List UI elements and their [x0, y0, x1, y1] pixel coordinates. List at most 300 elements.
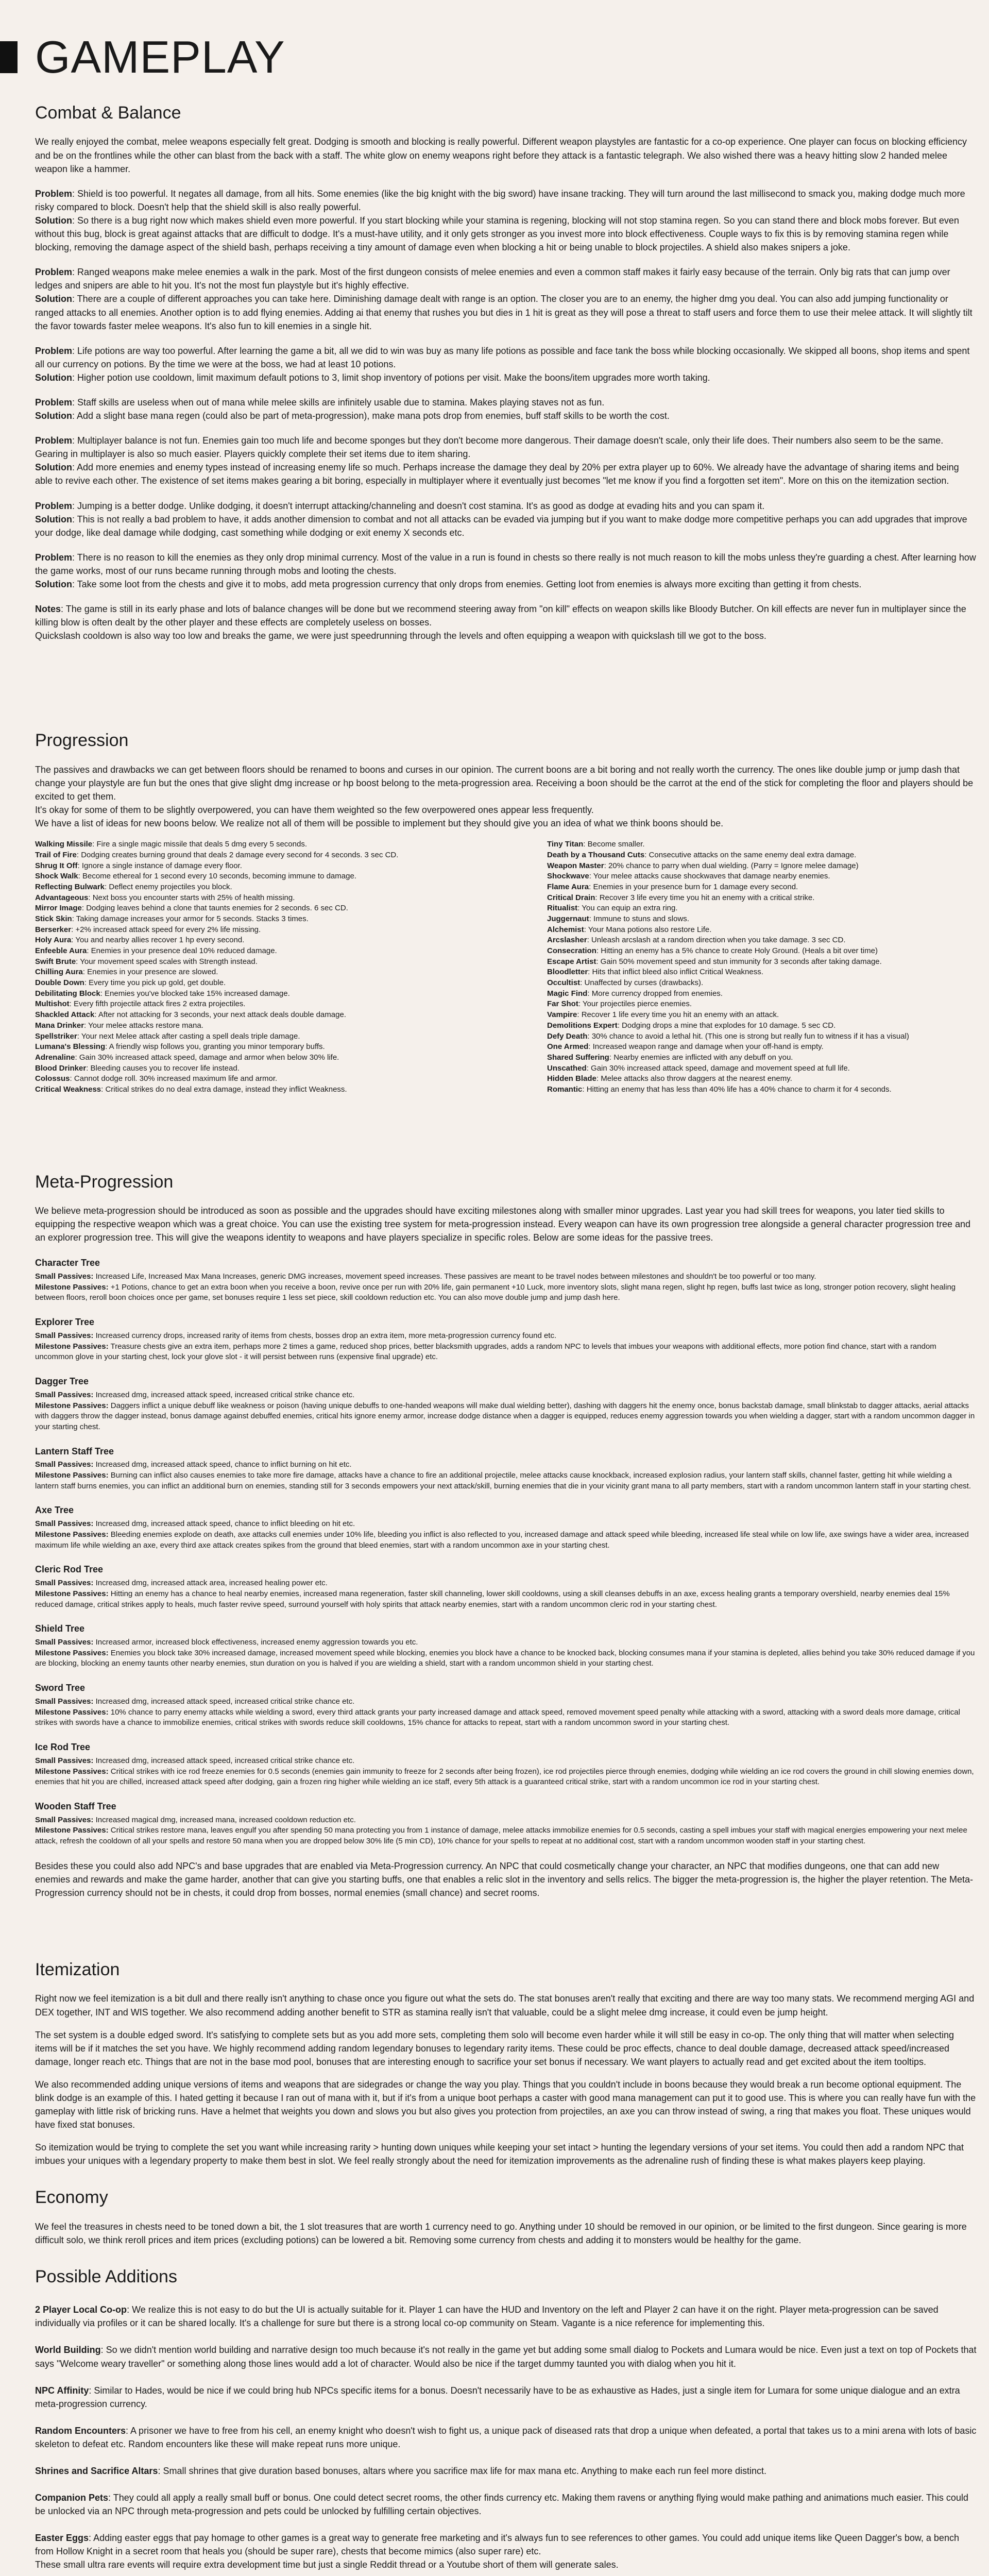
solution-text: There are a couple of different approaches you can take here. Diminishing damage dealt with range is an option. The closer you are to an enemy, the higher dmg you deal. You can also add jumping functionality or ranged attacks to all enemies. Another option is to add flying enemies. Adding ai that enemy that rushes you but dies in 1 hit is great as they will pose a threat to staff users and force them to use their melee attack. It will slightly tilt the favor towards faster melee weapons. It's also fun to kill enemies in a single hit. — [35, 294, 973, 331]
boon-name: Shared Suffering — [547, 1053, 609, 1062]
boon-name: Debilitating Block — [35, 989, 100, 998]
boon-item: Enfeeble Aura: Enemies in your presence deal 10% reduced damage. — [35, 946, 277, 956]
problem-block — [35, 187, 977, 254]
boon-description: Your Mana potions also restore Life. — [588, 925, 712, 934]
notes-text: The game is still in its early phase and lots of balance changes will be done but we recommend steering away from "on kill" effects on weapon skills like Bloody Butcher. On kill effects are never fun in multiplayer since the killing blow is often dealt by the other player and these effects are completely useless on bosses. — [35, 604, 966, 628]
boon-item: Death by a Thousand Cuts: Consecutive attacks on the same enemy deal extra damage. — [547, 850, 857, 859]
solution-label: Solution — [35, 294, 72, 304]
passive-tree — [35, 1800, 977, 1847]
boon-description: More currency dropped from enemies. — [591, 989, 723, 998]
problem-label: Problem — [35, 267, 73, 278]
milestone-passives-label: Milestone Passives: — [35, 1767, 109, 1776]
boon-item: Weapon Master: 20% chance to parry when dual wielding. (Parry = Ignore melee damage) — [547, 861, 859, 870]
milestone-passives-label: Milestone Passives: — [35, 1401, 109, 1410]
solution-text: Take some loot from the chests and give it to mobs, add meta progression currency that only drops from enemies. Getting loot from enemies is always more exciting than getting it from chests. — [77, 579, 862, 590]
boon-item: Hidden Blade: Melee attacks also throw daggers at the nearest enemy. — [547, 1074, 792, 1083]
solution-label: Solution — [35, 372, 72, 383]
boon-ideas-list — [35, 839, 977, 1095]
meta-outro: Besides these you could also add NPC's and base upgrades that are enabled via Meta-Progression currency. An NPC that could cosmetically change your character, an NPC that modifies dungeons, one that can add new enemies and rewards and make the game harder, another that can give you starting buffs, one that enables a relic slot in the inventory and sells relics. The bigger the meta-progression is, the higher the player retention. The Meta-Progression currency should not be in chests, it could drop from bosses, normal enemies (small chance) and secret rooms. — [35, 1860, 974, 1899]
boon-name: One Armed — [547, 1042, 589, 1052]
small-passives-text: Increased dmg, increased attack speed, increased critical strike chance etc. — [95, 1756, 355, 1765]
problem-line: Problem: Staff skills are useless when out of mana while melee skills are infinitely usable due to stamina. Makes playing staves not as fun. — [35, 397, 605, 408]
solution-text: This is not really a bad problem to have, it adds another dimension to combat and not all attacks can be evaded via jumping but if you want to make dodge more competitive perhaps you can add upgrades that improve your dodge, like deal damage while dodging, cast something while dodging or exit enemy X seconds etc. — [35, 514, 967, 538]
boon-item: Double Down: Every time you pick up gold, get double. — [35, 978, 226, 988]
milestone-passives-label: Milestone Passives: — [35, 1707, 109, 1717]
milestone-passives-line — [35, 1342, 977, 1363]
boon-description: Become smaller. — [587, 840, 645, 849]
boon-name: Juggernaut — [547, 914, 589, 923]
milestone-passives-line — [35, 1589, 977, 1610]
addition-text: So we didn't mention world building and narrative design too much because it's not really in the game yet but adding some small dialog to Pockets and Lumara would be nice. Even just a text on top of Pockets that says "Welcome weary traveller" or something along those lines would add a lot of character. Would also be nice if the target dummy taunted you with dialog when you hit it. — [35, 2345, 977, 2369]
addition-text: They could all apply a really small buff or bonus. One could detect secret rooms, the other finds currency etc. Making them ravens or anything flying would make pathing and animations much easier. This could be unlocked via an NPC through meta-progression and pets could be unlocked by fulfilling certain objectives. — [35, 2493, 968, 2517]
progression-intro-2: It's okay for some of them to be slightly overpowered, you can have them weighted so the few overpowered ones appear less frequently. — [35, 804, 594, 815]
solution-text: Add a slight base mana regen (could also be part of meta-progression), make mana pots drop from enemies, buff staff skills to be worth the cost. — [77, 411, 670, 421]
boon-description: Immune to stuns and slows. — [593, 914, 689, 923]
problem-block — [35, 396, 977, 422]
milestone-passives-label: Milestone Passives: — [35, 1826, 109, 1835]
boon-description: Enemies in your presence are slowed. — [87, 968, 218, 977]
solution-text: So there is a bug right now which makes shield even more powerful. If you start blocking while your stamina is regening, blocking will not stop stamina regen. So you can stand there and block mobs forever. But even without this bug, block is great against attacks that are difficult to dodge. It's a must-have utility, and it only gets stronger as you invest more into block effectiveness. Couple ways to fix this is by removing stamina regen while blocking, removing the damage aspect of the shield bash, perhaps receiving a tiny amount of damage even when blocking a hit or being unable to block projectiles. A shield also makes snipers a joke. — [35, 215, 959, 253]
boon-name: Tiny Titan — [547, 840, 584, 849]
small-passives-text: Increased dmg, increased attack speed, increased critical strike chance etc. — [95, 1390, 355, 1399]
small-passives-line — [35, 1815, 977, 1826]
boon-item: Mana Drinker: Your melee attacks restore mana. — [35, 1021, 203, 1030]
small-passives-label: Small Passives: — [35, 1460, 94, 1469]
small-passives-label: Small Passives: — [35, 1272, 94, 1281]
tree-name: Explorer Tree — [35, 1317, 95, 1328]
addition-item — [35, 2303, 977, 2330]
solution-line: Solution: This is not really a bad problem to have, it adds another dimension to combat and not all attacks can be evaded via jumping but if you want to make dodge more competitive perhaps you can add upgrades that improve your dodge, like deal damage while dodging, cast something while dodging or exit enemy X seconds etc. — [35, 514, 967, 538]
addition-line: World Building: So we didn't mention world building and narrative design too much because it's not really in the game yet but adding some small dialog to Pockets and Lumara would be nice. Even just a text on top of Pockets that says "Welcome weary traveller" or something along those lines would add a lot of character. Would also be nice if the target dummy taunted you with dialog when you hit it. — [35, 2345, 977, 2369]
small-passives-label: Small Passives: — [35, 1697, 94, 1706]
problem-text: Jumping is a better dodge. Unlike dodging, it doesn't interrupt attacking/channeling and doesn't cost stamina. It's as good as dodge at evading hits and you can spam it. — [77, 500, 765, 511]
milestone-passives-text: +1 Potions, chance to get an extra boon when you receive a boon, revive once per run with 20% life, gain permanent +10 Luck, more inventory slots, slight mana regen, slight hp regen, buffs last twice as long, stronger potion recovery, slight healing between floors, reroll boon choices once per game, set bonuses require 1 less set piece, skill cooldown reduction etc. You can also move double jump and jump dash here. — [35, 1282, 956, 1302]
milestone-passives-line — [35, 1707, 977, 1728]
boon-name: Double Down — [35, 978, 84, 988]
problem-text: Multiplayer balance is not fun. Enemies gain too much life and become sponges but they don't become more dangerous. Their damage doesn't scale, only their life does. Their numbers also seem to be the same. Gearing in multiplayer is also so much easier. Players quickly complete their set items due to item sharing. — [35, 435, 944, 460]
boon-description: Enemies you've blocked take 15% increased damage. — [105, 989, 290, 998]
boon-name: Mirror Image — [35, 904, 82, 913]
boon-name: Flame Aura — [547, 882, 589, 891]
boon-description: Hitting an enemy has a 5% chance to create Holy Ground. (Heals a bit over time) — [601, 946, 878, 956]
boon-item: Shared Suffering: Nearby enemies are inflicted with any debuff on you. — [547, 1053, 793, 1062]
tree-name: Shield Tree — [35, 1623, 85, 1634]
boon-name: Mana Drinker — [35, 1021, 84, 1030]
boon-description: Melee attacks also throw daggers at the nearest enemy. — [601, 1074, 792, 1083]
milestone-passives-text: Bleeding enemies explode on death, axe attacks cull enemies under 10% life, bleeding you inflict is also reflected to you, increased damage and attack speed while bleeding, increased life steal while on low life, axe swings have a wider area, increased maximum life while wielding an axe, every third axe attack creates spikes from the ground that bleed enemies, start with a random uncommon axe in your starting chest. — [35, 1530, 969, 1550]
passive-tree — [35, 1741, 977, 1788]
addition-item — [35, 2464, 977, 2478]
boon-name: Bloodletter — [547, 968, 588, 977]
addition-label: Easter Eggs — [35, 2533, 89, 2544]
solution-label: Solution — [35, 462, 72, 473]
milestone-passives-text: Treasure chests give an extra item, perhaps more 2 times a game, reduced shop prices, better blacksmith upgrades, adds a random NPC to levels that imbues your weapons with additional effects, more potion find chance, start with a random uncommon glove in your starting chest, lock your glove slot - it will persist between runs (expensive final upgrade) etc. — [35, 1342, 936, 1362]
addition-text: Adding easter eggs that pay homage to other games is a great way to generate free marketing and it's always fun to see references to other games. You could add unique items like Queen Dagger's bow, a bench from Hollow Knight in a secret room that heals you (should be super rare), chests that become mimics (also super rare) etc. — [35, 2533, 959, 2557]
solution-label: Solution — [35, 411, 72, 421]
boon-name: Spellstriker — [35, 1031, 77, 1041]
boon-item: Juggernaut: Immune to stuns and slows. — [547, 914, 689, 923]
boon-name: Far Shot — [547, 999, 578, 1009]
small-passives-line — [35, 1519, 977, 1530]
boon-item: Colossus: Cannot dodge roll. 30% increased maximum life and armor. — [35, 1074, 278, 1083]
addition-item — [35, 2531, 977, 2571]
boon-name: Escape Artist — [547, 957, 596, 966]
problem-label: Problem — [35, 435, 73, 446]
boon-item: Adrenaline: Gain 30% increased attack speed, damage and armor when below 30% life. — [35, 1053, 339, 1062]
passive-tree-list — [35, 1257, 977, 1847]
boon-item: Defy Death: 30% chance to avoid a lethal hit. (This one is strong but really fun to witness if it has a visual) — [547, 1031, 909, 1041]
boon-item: Debilitating Block: Enemies you've blocked take 15% increased damage. — [35, 989, 290, 998]
boon-description: You can equip an extra ring. — [582, 904, 678, 913]
addition-line: Random Encounters: A prisoner we have to free from his cell, an enemy knight who doesn't wish to fight us, a unique pack of diseased rats that drop a unique when defeated, a portal that takes us to a mini arena with lots of basic skeleton to defeat etc. Random encounters like these will make repeat runs more unique. — [35, 2425, 977, 2449]
problem-label: Problem — [35, 188, 73, 199]
problem-line: Problem: Multiplayer balance is not fun. Enemies gain too much life and become sponges but they don't become more dangerous. Their damage doesn't scale, only their life does. Their numbers also seem to be the same. Gearing in multiplayer is also so much easier. Players quickly complete their set items due to item sharing. — [35, 435, 944, 460]
boon-description: Unaffected by curses (drawbacks). — [584, 978, 704, 988]
boon-name: Arcslasher — [547, 936, 587, 945]
addition-line: 2 Player Local Co-op: We realize this is not easy to do but the UI is actually suitable for it. Player 1 can have the HUD and Inventory on the left and Player 2 can have it on the right. Player meta-progression can be saved individually via profiles or it can be shared locally. It's a challenge for sure but there is a strong local co-op community on Steam. Vagante is a nice reference for implementing this. — [35, 2304, 939, 2329]
boon-description: 30% chance to avoid a lethal hit. (This one is strong but really fun to witness if it has a visual) — [591, 1031, 909, 1041]
itemization-paragraph-3: We also recommended adding unique versions of items and weapons that are sidegrades or change the way you play. Things that you couldn't include in boons because they would break a run become optional equipment. The blink dodge is an example of this. I hated getting it because I ran out of mana with it, but if it's from a unique boot perhaps a caster with good mana management can put it to good use. This is where you can really have fun with the gameplay with little risk of bricking runs. Have a helmet that weights you down and slows you but also gives you protection from projectiles, an axe you can throw instead of swing, a ring that makes you float. These uniques would have fixed stat bonuses. — [35, 2079, 976, 2130]
boon-item: Consecration: Hitting an enemy has a 5% chance to create Holy Ground. (Heals a bit over time) — [547, 946, 878, 956]
boon-name: Demolitions Expert — [547, 1021, 618, 1030]
addition-text: We realize this is not easy to do but the UI is actually suitable for it. Player 1 can have the HUD and Inventory on the left and Player 2 can have it on the right. Player meta-progression can be saved individually via profiles or it can be shared locally. It's a challenge for sure but there is a strong local co-op community on Steam. Vagante is a nice reference for implementing this. — [35, 2304, 939, 2329]
meta-progression-section — [35, 1170, 977, 1900]
problem-block — [35, 499, 977, 539]
addition-item — [35, 2384, 977, 2411]
milestone-passives-text: Critical strikes restore mana, leaves engulf you after spending 50 mana protecting you from 1 instance of damage, melee attacks immobilize enemies for 0.5 seconds, casting a spell imbues your staff with magical energies empowering your next melee attack, refresh the cooldown of all your spells and restore 50 mana when you are dropped below 30% life (5 min CD), 10% chance for your spells to repeat at no additional cost, start with a random uncommon wooden staff in your starting chest. — [35, 1826, 967, 1846]
addition-label: World Building — [35, 2345, 101, 2355]
addition-line: Easter Eggs: Adding easter eggs that pay homage to other games is a great way to generate free marketing and it's always fun to see references to other games. You could add unique items like Queen Dagger's bow, a bench from Hollow Knight in a secret room that heals you (should be super rare), chests that become mimics (also super rare) etc. — [35, 2533, 959, 2557]
addition-line: NPC Affinity: Similar to Hades, would be nice if we could bring hub NPCs specific items for a bonus. Doesn't necessarily have to be as exhaustive as Hades, just a single item for Lumara for some unique dialogue and an extra meta-progression currency. — [35, 2385, 960, 2409]
milestone-passives-line — [35, 1282, 977, 1303]
problem-label: Problem — [35, 345, 73, 356]
small-passives-text: Increased magical dmg, increased mana, increased cooldown reduction etc. — [95, 1815, 356, 1824]
solution-line: Solution: There are a couple of different approaches you can take here. Diminishing damage dealt with range is an option. The closer you are to an enemy, the higher dmg you deal. You can also add jumping functionality or ranged attacks to all enemies. Another option is to add flying enemies. Adding ai that enemy that rushes you but dies in 1 hit is great as they will pose a threat to staff users and force them to use their melee attack. It will slightly tilt the favor towards faster melee weapons. It's also fun to kill enemies in a single hit. — [35, 294, 973, 331]
problem-text: Staff skills are useless when out of mana while melee skills are infinitely usable due to stamina. Makes playing staves not as fun. — [77, 397, 605, 408]
title-accent-bar — [0, 41, 18, 73]
boon-name: Unscathed — [547, 1063, 587, 1073]
boon-description: You and nearby allies recover 1 hp every second. — [75, 936, 245, 945]
small-passives-line — [35, 1697, 977, 1707]
boon-name: Shrug It Off — [35, 861, 78, 870]
problem-block — [35, 434, 977, 487]
milestone-passives-line — [35, 1648, 977, 1669]
addition-text: A prisoner we have to free from his cell, an enemy knight who doesn't wish to fight us, a unique pack of diseased rats that drop a unique when defeated, a portal that takes us to a mini arena with lots of basic skeleton to defeat etc. Random encounters like these will make repeat runs more unique. — [35, 2425, 977, 2449]
boon-item: Magic Find: More currency dropped from enemies. — [547, 989, 723, 998]
boon-description: Gain 30% increased attack speed, damage and movement speed at full life. — [591, 1063, 850, 1073]
tree-name: Dagger Tree — [35, 1376, 89, 1387]
milestone-passives-line — [35, 1767, 977, 1788]
progression-heading: Progression — [35, 731, 129, 751]
problem-line: Problem: Life potions are way too powerful. After learning the game a bit, all we did to win was buy as many life potions as possible and face tank the boss while blocking occasionally. We skipped all boons, shop items and spent all our currency on potions. By the time we were at the boss, we had at least 10 potions. — [35, 345, 970, 369]
solution-label: Solution — [35, 514, 72, 524]
boon-description: Hits that inflict bleed also inflict Critical Weakness. — [592, 968, 763, 977]
milestone-passives-line — [35, 1825, 977, 1846]
boon-description: Your projectiles pierce enemies. — [582, 999, 692, 1009]
boon-description: Deflect enemy projectiles you block. — [109, 882, 232, 891]
small-passives-line — [35, 1390, 977, 1401]
meta-heading: Meta-Progression — [35, 1172, 174, 1192]
itemization-paragraph-4: So itemization would be trying to complete the set you want while increasing rarity > hunting down uniques while keeping your set intact > hunting the legendary versions of your set items. You could then add a random NPC that imbues your uniques with a legendary property to make them best in slot. We feel really strongly about the need for itemization improvements as the adrenaline rush of finding these is what makes players keep playing. — [35, 2142, 964, 2166]
problem-line: Problem: Jumping is a better dodge. Unlike dodging, it doesn't interrupt attacking/channeling and doesn't cost stamina. It's as good as dodge at evading hits and you can spam it. — [35, 500, 765, 511]
boon-description: A friendly wisp follows you, granting you minor temporary buffs. — [109, 1042, 325, 1052]
boon-name: Ritualist — [547, 904, 578, 913]
problem-label: Problem — [35, 500, 73, 511]
problem-block — [35, 344, 977, 384]
small-passives-label: Small Passives: — [35, 1815, 94, 1824]
small-passives-label: Small Passives: — [35, 1756, 94, 1765]
problem-label: Problem — [35, 397, 73, 408]
boon-description: Next boss you encounter starts with 25% of health missing. — [92, 893, 295, 902]
boon-item: Shrug It Off: Ignore a single instance of damage every floor. — [35, 861, 242, 870]
boon-name: Trail of Fire — [35, 850, 77, 859]
boon-item: Lumana's Blessing: A friendly wisp follows you, granting you minor temporary buffs. — [35, 1042, 325, 1052]
boon-item: Stick Skin: Taking damage increases your armor for 5 seconds. Stacks 3 times. — [35, 914, 309, 923]
boon-description: After not attacking for 3 seconds, your next attack deals double damage. — [98, 1010, 346, 1020]
problem-text: Ranged weapons make melee enemies a walk in the park. Most of the first dungeon consists of melee enemies and even a common staff makes it fairly easy because of the terrain. Only big rats that can jump over ledges and snipers are able to hit you. It's not the most fun playstyle but it's highly effective. — [35, 267, 950, 291]
boon-name: Occultist — [547, 978, 581, 988]
solution-line: Solution: Add a slight base mana regen (could also be part of meta-progression), make mana pots drop from enemies, buff staff skills to be worth the cost. — [35, 411, 670, 421]
tree-name: Cleric Rod Tree — [35, 1564, 104, 1575]
boon-name: Stick Skin — [35, 914, 72, 923]
boon-name: Shackled Attack — [35, 1010, 95, 1020]
boon-description: Your melee attacks cause shockwaves that damage nearby enemies. — [593, 872, 830, 881]
milestone-passives-label: Milestone Passives: — [35, 1589, 109, 1598]
problem-label: Problem — [35, 552, 73, 563]
problem-line: Problem: There is no reason to kill the enemies as they only drop minimal currency. Most of the value in a run is found in chests so there really is not much reason to kill the mobs unless they're guarding a chest. After learning how the game works, most of our runs became running through mobs and looting the chests. — [35, 552, 976, 576]
boon-name: Consecration — [547, 946, 596, 956]
milestone-passives-text: Critical strikes with ice rod freeze enemies for 0.5 seconds (enemies gain immunity to freeze for 2 seconds after being frozen), ice rod projectiles pierce through enemies, dodging while wielding an ice rod covers the ground in chill slowing enemies down, enemies that hit you are chilled, increased attack speed after dodging, gain a frozen ring higher while wielding an ice staff, every 5th attack is a guaranteed critical strike, start with a random uncommon ice rod in your starting chest. — [35, 1767, 974, 1787]
boon-name: Shock Walk — [35, 872, 78, 881]
boon-description: Enemies in your presence burn for 1 damage every second. — [593, 882, 798, 891]
boon-item: Arcslasher: Unleash arcslash at a random direction when you take damage. 3 sec CD. — [547, 936, 846, 945]
small-passives-text: Increased dmg, increased attack speed, chance to inflict burning on hit etc. — [95, 1460, 352, 1469]
passive-tree — [35, 1682, 977, 1728]
additions-section — [35, 2264, 977, 2572]
boon-name: Romantic — [547, 1084, 583, 1094]
milestone-passives-label: Milestone Passives: — [35, 1342, 109, 1351]
boon-description: Taking damage increases your armor for 5 seconds. Stacks 3 times. — [76, 914, 309, 923]
economy-heading: Economy — [35, 2188, 108, 2208]
boon-name: Critical Weakness — [35, 1084, 101, 1094]
passive-tree — [35, 1375, 977, 1433]
passive-tree — [35, 1622, 977, 1669]
passive-tree — [35, 1257, 977, 1303]
boon-description: Increased weapon range and damage when your off-hand is empty. — [592, 1042, 824, 1052]
combat-notes: Notes: The game is still in its early phase and lots of balance changes will be done but we recommend steering away from "on kill" effects on weapon skills like Bloody Butcher. On kill effects are never fun in multiplayer since the killing blow is often dealt by the other player and these effects are completely useless on bosses. Quickslash cooldown is also way too low and breaks the game, we were just speedrunning through the levels and often equipping a weapon with quickslash till we got to the boss. — [35, 602, 977, 642]
progression-intro-3: We have a list of ideas for new boons below. We realize not all of them will be possible to implement but they should give you an idea of what we think boons should be. — [35, 818, 724, 829]
boon-name: Magic Find — [547, 989, 588, 998]
milestone-passives-text: Daggers inflict a unique debuff like weakness or poison (having unique debuffs to one-handed weapons will make dual wielding better), dashing with daggers hit the enemy once, bonus backstab damage, small blinkstab to dagger attacks, aerial attacks with daggers throw the dagger instead, bonus damage against debuffed enemies, critical hits ignore enemy armor, increase dodge distance when a dagger is equipped, reduces enemy aggression towards you when wielding a dagger, start with a random uncommon dagger in your starting chest. — [35, 1401, 975, 1431]
small-passives-line — [35, 1272, 977, 1282]
boon-item: Shackled Attack: After not attacking for 3 seconds, your next attack deals double damage. — [35, 1010, 346, 1020]
boon-name: Defy Death — [547, 1031, 588, 1041]
boon-description: Every time you pick up gold, get double. — [89, 978, 226, 988]
solution-text: Add more enemies and enemy types instead of increasing enemy life so much. Perhaps increase the damage they deal by 20% per extra player up to 60%. We already have the advantage of sharing items and being able to revive each other. The existence of set items makes gearing a bit boring, especially in multiplayer where it eventually just becomes "let me know if you find a forgotten set item". More on this on the itemization section. — [35, 462, 959, 486]
boon-description: Enemies in your presence deal 10% reduced damage. — [91, 946, 277, 956]
addition-text: Small shrines that give duration based bonuses, altars where you sacrifice max life for max mana etc. Anything to make each run feel more distinct. — [163, 2465, 767, 2476]
boon-item: Tiny Titan: Become smaller. — [547, 840, 645, 849]
itemization-paragraph-2: The set system is a double edged sword. It's satisfying to complete sets but as you add more sets, completing them solo will become even harder while it will still be easy in co-op. The only thing that will matter when selecting items will be if it matches the set you have. We highly recommend adding random legendary bonuses to legendary rarity items. These could be proc effects, chance to deal double damage, decreased attack speed/increased damage, longer reach etc. Things that are not in the base mod pool, bonuses that are interesting enough to sacrifice your set bonus if necessary. We want players to actually read and get excited about the item tooltips. — [35, 2029, 954, 2067]
milestone-passives-text: Hitting an enemy has a chance to heal nearby enemies, increased mana regeneration, faster skill channeling, lower skill cooldowns, using a skill cleanses debuffs in an axe, excess healing grants a temporary overshield, nearby enemies deal 15% reduced damage, critical strikes apply to heals, much faster revive speed, surround yourself with holy spirits that attack nearby enemies, start with a random uncommon cleric rod in your starting chest. — [35, 1589, 950, 1609]
passive-tree — [35, 1563, 977, 1610]
boon-description: Recover 3 life every time you hit an enemy with a critical strike. — [599, 893, 815, 902]
progression-section — [35, 728, 977, 1095]
solution-label: Solution — [35, 579, 72, 590]
small-passives-label: Small Passives: — [35, 1331, 94, 1340]
small-passives-line — [35, 1637, 977, 1648]
combat-problem-list — [35, 187, 977, 591]
boon-item: Vampire: Recover 1 life every time you hit an enemy with an attack. — [547, 1010, 779, 1020]
addition-label: 2 Player Local Co-op — [35, 2304, 127, 2315]
boon-description: Dodging drops a mine that explodes for 10 damage. 5 sec CD. — [622, 1021, 836, 1030]
boon-item: Shockwave: Your melee attacks cause shockwaves that damage nearby enemies. — [547, 872, 830, 881]
boon-name: Shockwave — [547, 872, 589, 881]
milestone-passives-label: Milestone Passives: — [35, 1471, 109, 1480]
boon-name: Lumana's Blessing — [35, 1042, 106, 1052]
page-title: GAMEPLAY — [35, 31, 285, 82]
small-passives-line — [35, 1331, 977, 1342]
boon-name: Holy Aura — [35, 936, 72, 945]
small-passives-label: Small Passives: — [35, 1519, 94, 1529]
solution-label: Solution — [35, 215, 72, 226]
boon-name: Swift Brute — [35, 957, 76, 966]
boon-description: Consecutive attacks on the same enemy deal extra damage. — [649, 850, 857, 859]
boon-item: Occultist: Unaffected by curses (drawbacks). — [547, 978, 704, 988]
boon-description: Dodging leaves behind a clone that taunts enemies for 2 seconds. 6 sec CD. — [86, 904, 348, 913]
milestone-passives-label: Milestone Passives: — [35, 1282, 109, 1292]
boon-description: Gain 30% increased attack speed, damage and armor when below 30% life. — [79, 1053, 339, 1062]
small-passives-text: Increased dmg, increased attack area, increased healing power etc. — [95, 1579, 328, 1588]
boon-item: Walking Missile: Fire a single magic missile that deals 5 dmg every 5 seconds. — [35, 840, 307, 849]
small-passives-text: Increased dmg, increased attack speed, chance to inflict bleeding on hit etc. — [95, 1519, 355, 1529]
addition-line: Companion Pets: They could all apply a really small buff or bonus. One could detect secret rooms, the other finds currency etc. Making them ravens or anything flying would make pathing and animations much easier. This could be unlocked via an NPC through meta-progression and pets could be unlocked by fulfilling certain objectives. — [35, 2493, 968, 2517]
boon-name: Hidden Blade — [547, 1074, 596, 1083]
itemization-section — [35, 1957, 977, 2167]
boon-item: Flame Aura: Enemies in your presence burn for 1 damage every second. — [547, 882, 798, 891]
boon-name: Enfeeble Aura — [35, 946, 87, 956]
boon-item: Multishot: Every fifth projectile attack fires 2 extra projectiles. — [35, 999, 246, 1009]
boon-description: Cannot dodge roll. 30% increased maximum life and armor. — [74, 1074, 278, 1083]
milestone-passives-line — [35, 1401, 977, 1433]
boon-description: Your melee attacks restore mana. — [88, 1021, 203, 1030]
meta-intro: We believe meta-progression should be introduced as soon as possible and the upgrades should have exciting milestones along with smaller minor upgrades. Last year you had skill trees for weapons, you later tied skills to equipping the respective weapon which was a great choice. You can use the existing tree system for meta-progression instead. Every weapon can have its own progression tree alongside a general character progression tree and an explorer progression tree. This will give the weapons identity to weapons and have players specialize in specific roles. Below are some ideas for the passive trees. — [35, 1205, 971, 1243]
small-passives-line — [35, 1756, 977, 1767]
additions-list — [35, 2303, 977, 2571]
progression-intro: The passives and drawbacks we can get between floors should be renamed to boons and curses in our opinion. The current boons are a bit boring and not really worth the currency. The ones like double jump or jump dash that change your playstyle are fun but the ones that give slight dmg increase or hp boost belong to the meta-progression area. Receiving a boon should be the carrot at the end of the stick for completing the floor and players should be excited to get them. — [35, 764, 974, 802]
boon-description: Recover 1 life every time you hit an enemy with an attack. — [581, 1010, 779, 1020]
boon-description: Your next Melee attack after casting a spell deals triple damage. — [81, 1031, 300, 1041]
boon-item: Mirror Image: Dodging leaves behind a clone that taunts enemies for 2 seconds. 6 sec CD. — [35, 904, 348, 913]
solution-text: Higher potion use cooldown, limit maximum default potions to 3, limit shop inventory of potions per visit. Make the boons/item upgrades more worth taking. — [77, 372, 710, 383]
boon-description: Ignore a single instance of damage every floor. — [81, 861, 242, 870]
passive-tree — [35, 1316, 977, 1363]
boon-description: Gain 50% movement speed and stun immunity for 3 seconds after taking damage. — [600, 957, 882, 966]
boon-name: Blood Drinker — [35, 1063, 87, 1073]
small-passives-line — [35, 1578, 977, 1589]
addition-text-2: These small ultra rare events will require extra development time but just a single Reddit thread or a Youtube short of them will generate sales. — [35, 2560, 619, 2570]
economy-paragraph: We feel the treasures in chests need to be toned down a bit, the 1 slot treasures that are worth 1 currency need to go. Anything under 10 should be removed in our opinion, or be limited to the first dungeon. Since gearing is more difficult solo, we think reroll prices and item prices (excluding potions) can be lowered a bit. Removing some currency from chests and adding it to monsters would be healthy for the game. — [35, 2221, 967, 2245]
tree-name: Character Tree — [35, 1258, 100, 1268]
boon-item: Reflecting Bulwark: Deflect enemy projectiles you block. — [35, 882, 232, 891]
boon-item: Alchemist: Your Mana potions also restore Life. — [547, 925, 712, 934]
combat-section — [35, 100, 977, 642]
milestone-passives-text: 10% chance to parry enemy attacks while wielding a sword, every third attack grants your party increased damage and attack speed, removed movement speed penalty while attacking with a sword, attacking with a sword deals more damage, critical strikes with swords have a chance to immobilize enemies, critical strikes with swords reduce skill cooldowns, 15% chance for attacks to repeat, start with a random uncommon sword in your starting chest. — [35, 1707, 960, 1727]
small-passives-text: Increased dmg, increased attack speed, increased critical strike chance etc. — [95, 1697, 355, 1706]
boon-name: Adrenaline — [35, 1053, 75, 1062]
boon-description: Hitting an enemy that has less than 40% life has a 40% chance to charm it for 4 seconds. — [586, 1084, 892, 1094]
boon-item: Far Shot: Your projectiles pierce enemies. — [547, 999, 692, 1009]
tree-name: Sword Tree — [35, 1683, 86, 1693]
boon-description: +2% increased attack speed for every 2% life missing. — [75, 925, 261, 934]
boon-item: Advantageous: Next boss you encounter starts with 25% of health missing. — [35, 893, 295, 902]
boon-item: Holy Aura: You and nearby allies recover 1 hp every second. — [35, 936, 245, 945]
solution-line: Solution: Add more enemies and enemy types instead of increasing enemy life so much. Perhaps increase the damage they deal by 20% per extra player up to 60%. We already have the advantage of sharing items and being able to revive each other. The existence of set items makes gearing a bit boring, especially in multiplayer where it eventually just becomes "let me know if you find a forgotten set item". More on this on the itemization section. — [35, 462, 959, 486]
boon-item: Unscathed: Gain 30% increased attack speed, damage and movement speed at full life. — [547, 1063, 850, 1073]
solution-line: Solution: Higher potion use cooldown, limit maximum default potions to 3, limit shop inventory of potions per visit. Make the boons/item upgrades more worth taking. — [35, 372, 710, 383]
addition-line: Shrines and Sacrifice Altars: Small shrines that give duration based bonuses, altars where you sacrifice max life for max mana etc. Anything to make each run feel more distinct. — [35, 2465, 767, 2476]
boon-name: Reflecting Bulwark — [35, 882, 105, 891]
small-passives-label: Small Passives: — [35, 1638, 94, 1647]
solution-line: Solution: So there is a bug right now which makes shield even more powerful. If you start blocking while your stamina is regening, blocking will not stop stamina regen. So you can stand there and block mobs forever. But even without this bug, block is great against attacks that are difficult to dodge. It's a must-have utility, and it only gets stronger as you invest more into block effectiveness. Couple ways to fix this is by removing stamina regen while blocking, removing the damage aspect of the shield bash, perhaps receiving a tiny amount of damage even when blocking a hit or being unable to block projectiles. A shield also makes snipers a joke. — [35, 215, 959, 253]
boon-description: Become ethereal for 1 second every 10 seconds, becoming immune to damage. — [82, 872, 356, 881]
addition-label: NPC Affinity — [35, 2385, 89, 2396]
boon-item: Chilling Aura: Enemies in your presence are slowed. — [35, 968, 218, 977]
addition-item — [35, 2491, 977, 2518]
tree-name: Axe Tree — [35, 1505, 74, 1516]
boon-description: Critical strikes do no deal extra damage, instead they inflict Weakness. — [105, 1084, 347, 1094]
boon-description: Your movement speed scales with Strength instead. — [80, 957, 258, 966]
small-passives-text: Increased armor, increased block effectiveness, increased enemy aggression towards you etc. — [95, 1638, 418, 1647]
itemization-paragraph-1: Right now we feel itemization is a bit dull and there really isn't anything to chase once you figure out what the sets do. The stat bonuses aren't really that exciting and there are way too many stats. We recommend merging AGI and DEX together, INT and WIS together. We also recommend adding another benefit to STR as stamina really isn't that valuable, could be a slight melee dmg increase, it could even be jump height. — [35, 1993, 975, 2018]
boon-item: Romantic: Hitting an enemy that has less than 40% life has a 40% chance to charm it for 4 seconds. — [547, 1084, 892, 1094]
passive-tree — [35, 1504, 977, 1551]
boon-item: Critical Weakness: Critical strikes do no deal extra damage, instead they inflict Weakness. — [35, 1084, 347, 1094]
boon-item: Swift Brute: Your movement speed scales with Strength instead. — [35, 957, 258, 966]
tree-name: Wooden Staff Tree — [35, 1801, 116, 1811]
boon-description: Unleash arcslash at a random direction when you take damage. 3 sec CD. — [591, 936, 846, 945]
milestone-passives-text: Enemies you block take 30% increased damage, increased movement speed while blocking, enemies you block have a chance to be knocked back, blocking consumes mana if your stamina is depleted, allies behind you take 30% reduced damage if you are blocking, blocking an enemy taunts other nearby enemies, stun duration on you is halved if you are wielding a shield, start with a random uncommon shield in your starting chest. — [35, 1648, 975, 1668]
boon-name: Colossus — [35, 1074, 70, 1083]
small-passives-text: Increased Life, Increased Max Mana Increases, generic DMG increases, movement speed increases. These passives are meant to be travel nodes between milestones and shouldn't be too powerful or too many. — [95, 1272, 816, 1281]
small-passives-text: Increased currency drops, increased rarity of items from chests, bosses drop an extra item, more meta-progression currency found etc. — [95, 1331, 557, 1340]
addition-label: Shrines and Sacrifice Altars — [35, 2465, 158, 2476]
small-passives-label: Small Passives: — [35, 1390, 94, 1399]
boon-name: Weapon Master — [547, 861, 604, 870]
boon-item: Bloodletter: Hits that inflict bleed also inflict Critical Weakness. — [547, 968, 763, 977]
boon-item: Critical Drain: Recover 3 life every time you hit an enemy with a critical strike. — [547, 893, 815, 902]
problem-line: Problem: Shield is too powerful. It negates all damage, from all hits. Some enemies (like the big knight with the big sword) have insane tracking. They will turn around the last millisecond to smack you, making dodge much more risky compared to block. Doesn't help that the shield skill is also really powerful. — [35, 188, 965, 212]
additions-heading: Possible Additions — [35, 2266, 177, 2286]
milestone-passives-label: Milestone Passives: — [35, 1530, 109, 1539]
boon-item: One Armed: Increased weapon range and damage when your off-hand is empty. — [547, 1042, 824, 1052]
boon-description: Fire a single magic missile that deals 5 dmg every 5 seconds. — [96, 840, 307, 849]
addition-item — [35, 2343, 977, 2370]
boon-item: Escape Artist: Gain 50% movement speed and stun immunity for 3 seconds after taking damage. — [547, 957, 882, 966]
addition-item — [35, 2424, 977, 2451]
boon-item: Trail of Fire: Dodging creates burning ground that deals 2 damage every second for 4 seconds. 3 sec CD. — [35, 850, 399, 859]
small-passives-line — [35, 1460, 977, 1470]
milestone-passives-line — [35, 1530, 977, 1551]
boon-name: Alchemist — [547, 925, 584, 934]
combat-intro: We really enjoyed the combat, melee weapons especially felt great. Dodging is smooth and blocking is really powerful. Different weapon playstyles are fantastic for a co-op experience. One player can focus on blocking efficiency and be on the frontlines while the other can blast from the back with a staff. The white glow on enemy weapons right before they attack is a fantastic telegraph. We also wished there was a heavy hitting slow 2 handed melee weapon like a hammer. — [35, 137, 967, 174]
problem-line: Problem: Ranged weapons make melee enemies a walk in the park. Most of the first dungeon consists of melee enemies and even a common staff makes it fairly easy because of the terrain. Only big rats that can jump over ledges and snipers are able to hit you. It's not the most fun playstyle but it's highly effective. — [35, 267, 950, 291]
boon-name: Vampire — [547, 1010, 577, 1020]
boon-item: Berserker: +2% increased attack speed for every 2% life missing. — [35, 925, 261, 934]
boon-name: Walking Missile — [35, 840, 93, 849]
boon-name: Advantageous — [35, 893, 89, 902]
boon-description: Every fifth projectile attack fires 2 extra projectiles. — [74, 999, 246, 1009]
